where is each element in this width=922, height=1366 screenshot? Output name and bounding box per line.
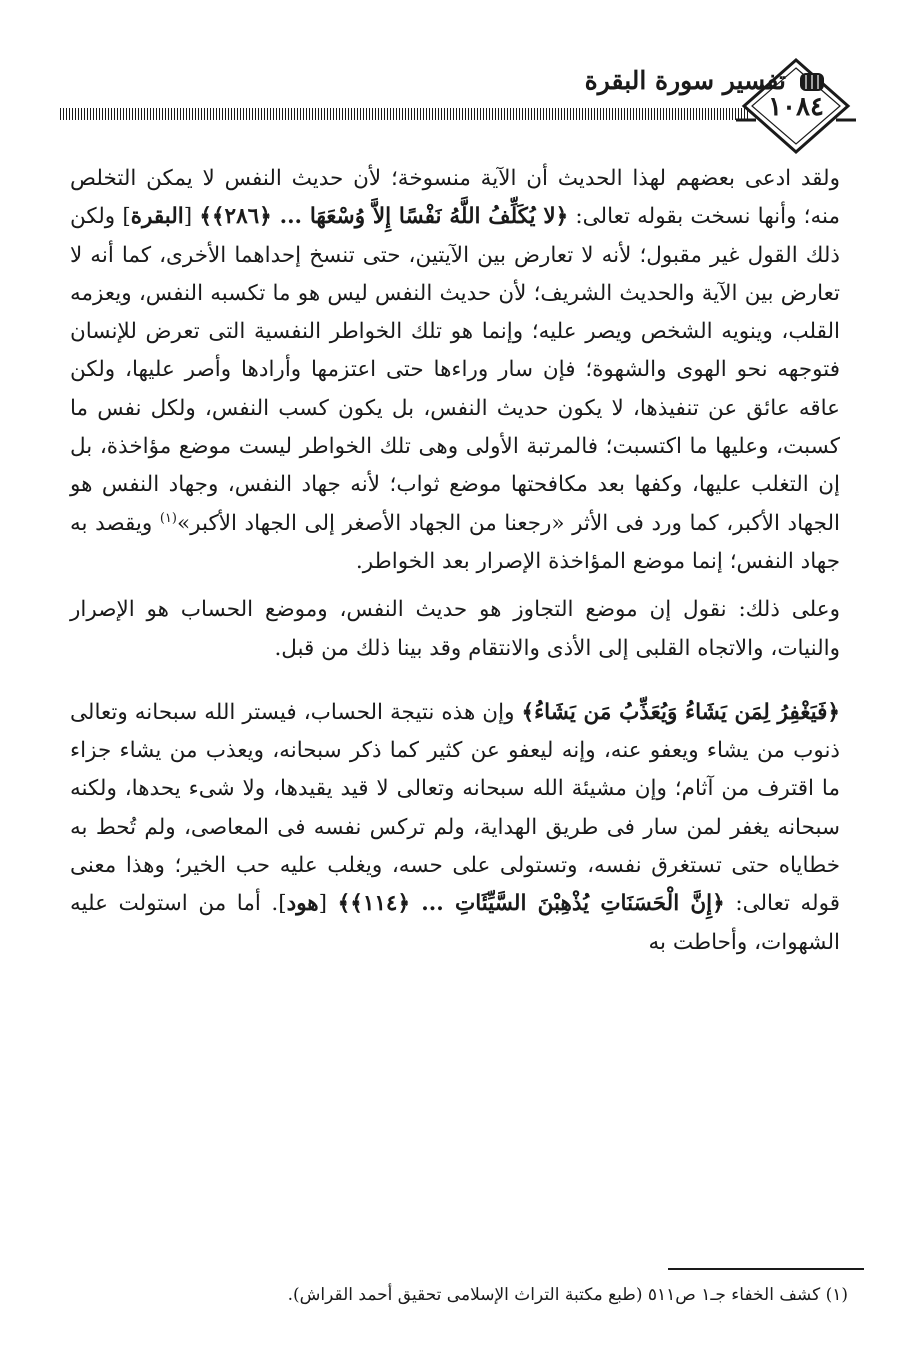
paragraph bbox=[70, 160, 840, 581]
text-run: ] ولكن ذلك القول غير مقبول؛ لأنه لا تعارض بين الآيتين، حتى تنسخ إحداهما الأخرى، كما أنه لا تعارض بين الآية والحديث الشريف؛ لأن حديث النفس ليس هو ما تكسبه النفس، ويعزمه القلب، وينويه الشخص ويصر عليه؛ وإنما هو تلك الخواطر النفسية التى تعرض للإنسان فتوجهه نحو الهوى والشهوة؛ فإن سار وراءها حتى اعتزمها وأرادها وأصر عليها، ولكن عاقه عائق عن تنفيذها، لا يكون حديث النفس، بل يكون كسب النفس، ولكل نفس ما كسبت، وعليها ما اكتسبت؛ فالمرتبة الأولى وهى تلك الخواطر ليست موضع مؤاخذة، بل إن التغلب عليها، وكفها بعد مكافحتها موضع ثواب؛ لأنه جهاد النفس، وجهاد النفس هو الجهاد الأكبر، كما ورد فى الأثر «رجعنا من الجهاد الأصغر إلى الجهاد الأكبر» bbox=[70, 204, 840, 536]
text-run: ]. أما من استولت عليه الشهوات، وأحاطت به bbox=[70, 891, 840, 955]
footnote-separator bbox=[668, 1268, 864, 1270]
text-run: [ bbox=[318, 891, 338, 917]
header-rule bbox=[60, 108, 750, 120]
quran-verse: ﴿لا يُكَلِّفُ اللَّهُ نَفْسًا إِلاَّ وُسْعَهَا ... ﴿٢٨٦﴾﴾ bbox=[199, 204, 569, 230]
surah-name: البقرة bbox=[130, 204, 184, 230]
text-run: وعلى ذلك: نقول إن موضع التجاوز هو حديث النفس، وموضع الحساب هو الإصرار والنيات، والاتجاه القلبى إلى الأذى والانتقام وقد بينا ذلك من قبل. bbox=[70, 597, 840, 661]
paragraph bbox=[70, 591, 840, 668]
text-run: ولقد ادعى بعضهم لهذا الحديث أن الآية منسوخة؛ لأن حديث النفس لا يمكن التخلص منه؛ وأنها نسخت بقوله تعالى: bbox=[70, 166, 840, 230]
quran-verse: ﴿إِنَّ الْحَسَنَاتِ يُذْهِبْنَ السَّيِّئَاتِ ... ﴿١١٤﴾﴾ bbox=[337, 891, 725, 917]
paragraph bbox=[70, 694, 840, 962]
surah-name: هود bbox=[286, 891, 319, 917]
running-title: تفسير سورة البقرة bbox=[584, 66, 786, 95]
quran-verse: ﴿فَيَغْفِرُ لِمَن يَشَاءُ وَيُعَذِّبُ مَن يَشَاءُ﴾ bbox=[521, 699, 840, 725]
text-run: وإن هذه نتيجة الحساب، فيستر الله سبحانه وتعالى ذنوب من يشاء ويعفو عنه، وإنه ليعفو عن كثير كما ذكر سبحانه، ويعذب من يشاء جزاء ما اقترف من آثام؛ وإن مشيئة الله سبحانه وتعالى لا قيد يقيدها، ولا شىء يحدها، ولكنه سبحانه يغفر لمن سار فى طريق الهداية، ولم تركس نفسه فى المعاصى، ولم تُحط به خطاياه حتى تستغرق نفسه، وتستولى على حسه، ويغلب عليه حب الخير؛ وهذا معنى قوله تعالى: bbox=[70, 699, 840, 917]
text-run: [ bbox=[183, 204, 200, 230]
footnote-marker: (١) bbox=[159, 510, 177, 526]
footnote: (١) كشف الخفاء جـ١ ص٥١١ (طبع مكتبة التراث الإسلامى تحقيق أحمد القراش). bbox=[287, 1285, 848, 1305]
body-text bbox=[70, 160, 840, 962]
header-ornament-icon bbox=[798, 70, 826, 94]
text-run: ويقصد به جهاد النفس؛ إنما موضع المؤاخذة الإصرار بعد الخواطر. bbox=[70, 510, 840, 574]
page-header bbox=[60, 58, 866, 158]
page-number: ١٠٨٤ bbox=[768, 92, 824, 122]
